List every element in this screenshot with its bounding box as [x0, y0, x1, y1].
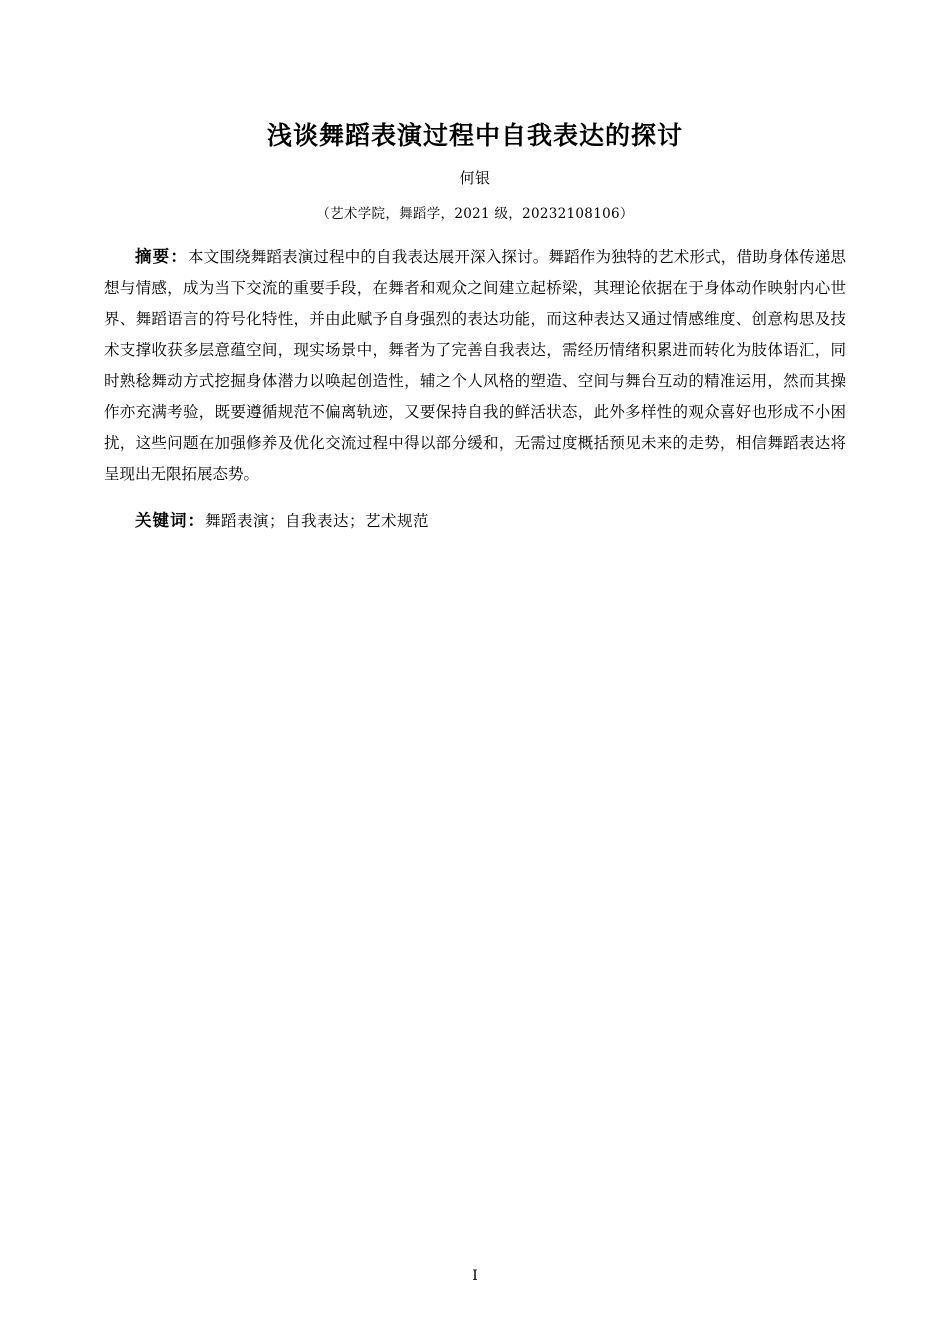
- page-number: I: [472, 1268, 478, 1284]
- keywords-section: [104, 504, 846, 537]
- abstract-section: [104, 240, 846, 490]
- author-affiliation: （艺术学院，舞蹈学，2021 级，20232108106）: [316, 206, 634, 222]
- keywords-text: 舞蹈表演；自我表达；艺术规范: [205, 512, 430, 530]
- page-title: 浅谈舞蹈表演过程中自我表达的探讨: [266, 121, 683, 150]
- author-name: 何银: [459, 169, 491, 187]
- abstract-label: 摘要：: [135, 247, 189, 266]
- abstract-text: 本文围绕舞蹈表演过程中的自我表达展开深入探讨。舞蹈作为独特的艺术形式，借助身体传递思想与情感，成为当下交流的重要手段，在舞者和观众之间建立起桥梁，其理论依据在于身体动作映射内心世界、舞蹈语言的符号化特性，并由此赋予自身强烈的表达功能，而这种表达又通过情感维度、创意构思及技术支撑收获多层意蕴空间，现实场景中，舞者为了完善自我表达，需经历情绪积累进而转化为肢体语汇，同时熟稔舞动方式挖掘身体潜力以唤起创造性，辅之个人风格的塑造、空间与舞台互动的精准运用，然而其操作亦充满考验，既要遵循规范不偏离轨迹，又要保持自我的鲜活状态，此外多样性的观众喜好也形成不小困扰，这些问题在加强修养及优化交流过程中得以部分缓和，无需过度概括预见未来的走势，相信舞蹈表达将呈现出无限拓展态势。: [104, 248, 846, 483]
- keywords-label: 关键词：: [135, 511, 205, 530]
